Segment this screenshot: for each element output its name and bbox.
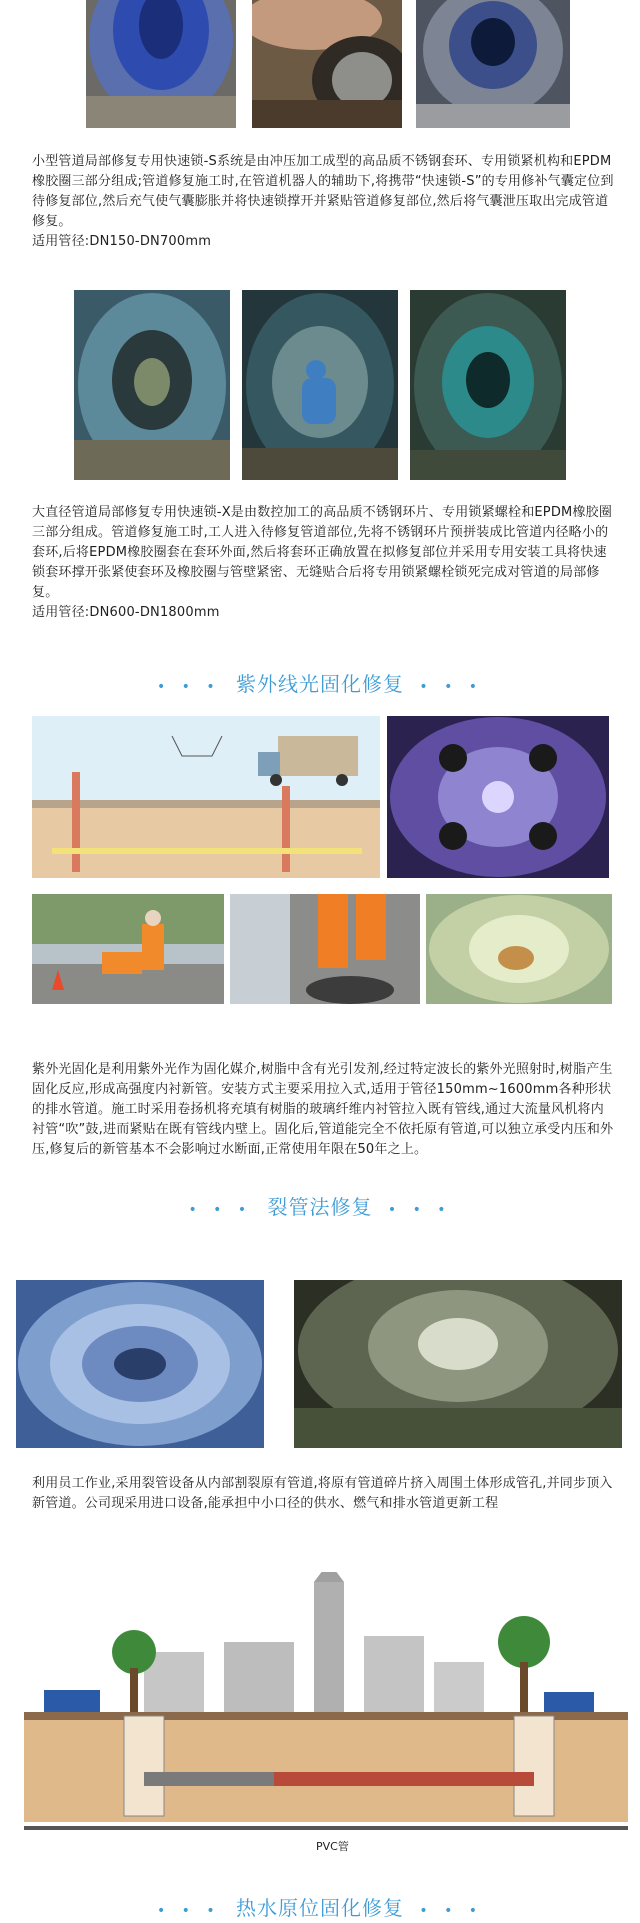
heading-dots-left: • • • xyxy=(188,1202,253,1218)
uv-cure-heading xyxy=(0,668,640,697)
large-repair-applicable: 适用管径:DN600-DN1800mm xyxy=(32,605,220,620)
pipe-burst-heading xyxy=(0,1191,640,1220)
uv-cure-site-diagram xyxy=(32,716,380,878)
photo-worker-inside-pipe xyxy=(242,290,398,480)
uv-workers-street-photo xyxy=(32,894,224,1004)
heading-dots-left: • • • xyxy=(156,1903,221,1919)
heading-dots-right: • • • xyxy=(419,1903,484,1919)
pvc-pipe-label: PVC管 xyxy=(316,1840,349,1853)
uv-manhole-worker-photo xyxy=(230,894,420,1004)
pipe-burst-description xyxy=(32,1474,616,1514)
heading-dots-left: • • • xyxy=(156,679,221,695)
large-repair-description xyxy=(32,503,616,623)
uv-lined-pipe-photo xyxy=(426,894,612,1004)
uv-lamp-in-pipe-photo xyxy=(387,716,609,878)
small-repair-description xyxy=(32,152,616,252)
uv-cure-heading-title: 紫外线光固化修复 xyxy=(236,672,404,696)
heading-dots-right: • • • xyxy=(387,1202,452,1218)
photo-large-pipe-interior xyxy=(74,290,230,480)
photo-repaired-pipe xyxy=(410,290,566,480)
pipe-burst-heading-title: 裂管法修复 xyxy=(267,1195,373,1219)
photo-pipe-repair-dirt xyxy=(252,0,402,128)
small-repair-applicable: 适用管径:DN150-DN700mm xyxy=(32,234,212,249)
hot-water-heading xyxy=(0,1892,640,1921)
photo-pipe-interior-blue xyxy=(86,0,236,128)
heading-dots-right: • • • xyxy=(419,679,484,695)
pipe-burst-illustration xyxy=(24,1572,628,1862)
large-tunnel-photo xyxy=(294,1280,622,1448)
pipe-burst-paragraph: 利用员工作业,采用裂管设备从内部割裂原有管道,将原有管道碎片挤入周围土体形成管孔,并同步顶入新管道。公司现采用进口设备,能承担中小口径的供水、燃气和排水管道更新工程 xyxy=(32,1476,613,1511)
uv-cure-description xyxy=(32,1060,616,1160)
photo-pipe-interior-steel xyxy=(416,0,570,128)
large-repair-paragraph: 大直径管道局部修复专用快速锁-X是由数控加工的高品质不锈钢环片、专用锁紧螺栓和EPDM橡胶圈三部分组成。管道修复施工时,工人进入待修复管道部位,先将不锈钢环片预拼装成比管道内径略小的套环,后将EPDM橡胶圈套在套环外面,然后将套环正确放置在拟修复部位并采用专用安装工具将快速锁套环撑开张紧使套环及橡胶圈与管壁紧密、无缝贴合后将专用锁紧螺栓锁死完成对管道的局部修复。 xyxy=(32,505,613,600)
corrugated-pipe-photo xyxy=(16,1280,264,1448)
hot-water-heading-title: 热水原位固化修复 xyxy=(236,1896,404,1920)
small-repair-paragraph: 小型管道局部修复专用快速锁-S系统是由冲压加工成型的高品质不锈钢套环、专用锁紧机构和EPDM橡胶圈三部分组成;管道修复施工时,在管道机器人的辅助下,将携带“快速锁-S”的专用修补气囊定位到待修复部位,然后充气使气囊膨胀并将快速锁撑开并紧贴管道修复部位,然后将气囊泄压取出完成管道修复。 xyxy=(32,154,614,229)
uv-cure-paragraph: 紫外光固化是利用紫外光作为固化媒介,树脂中含有光引发剂,经过特定波长的紫外光照射时,树脂产生固化反应,形成高强度内衬新管。安装方式主要采用拉入式,适用于管径150mm~1600mm各种形状的排水管道。施工时采用卷扬机将充填有树脂的玻璃纤维内衬管拉入既有管线,通过大流量风机将内衬管“吹”鼓,进而紧贴在既有管线内壁上。固化后,管道能完全不依托原有管道,可以独立承受内压和外压,修复后的新管基本不会影响过水断面,正常使用年限在50年之上。 xyxy=(32,1062,614,1157)
